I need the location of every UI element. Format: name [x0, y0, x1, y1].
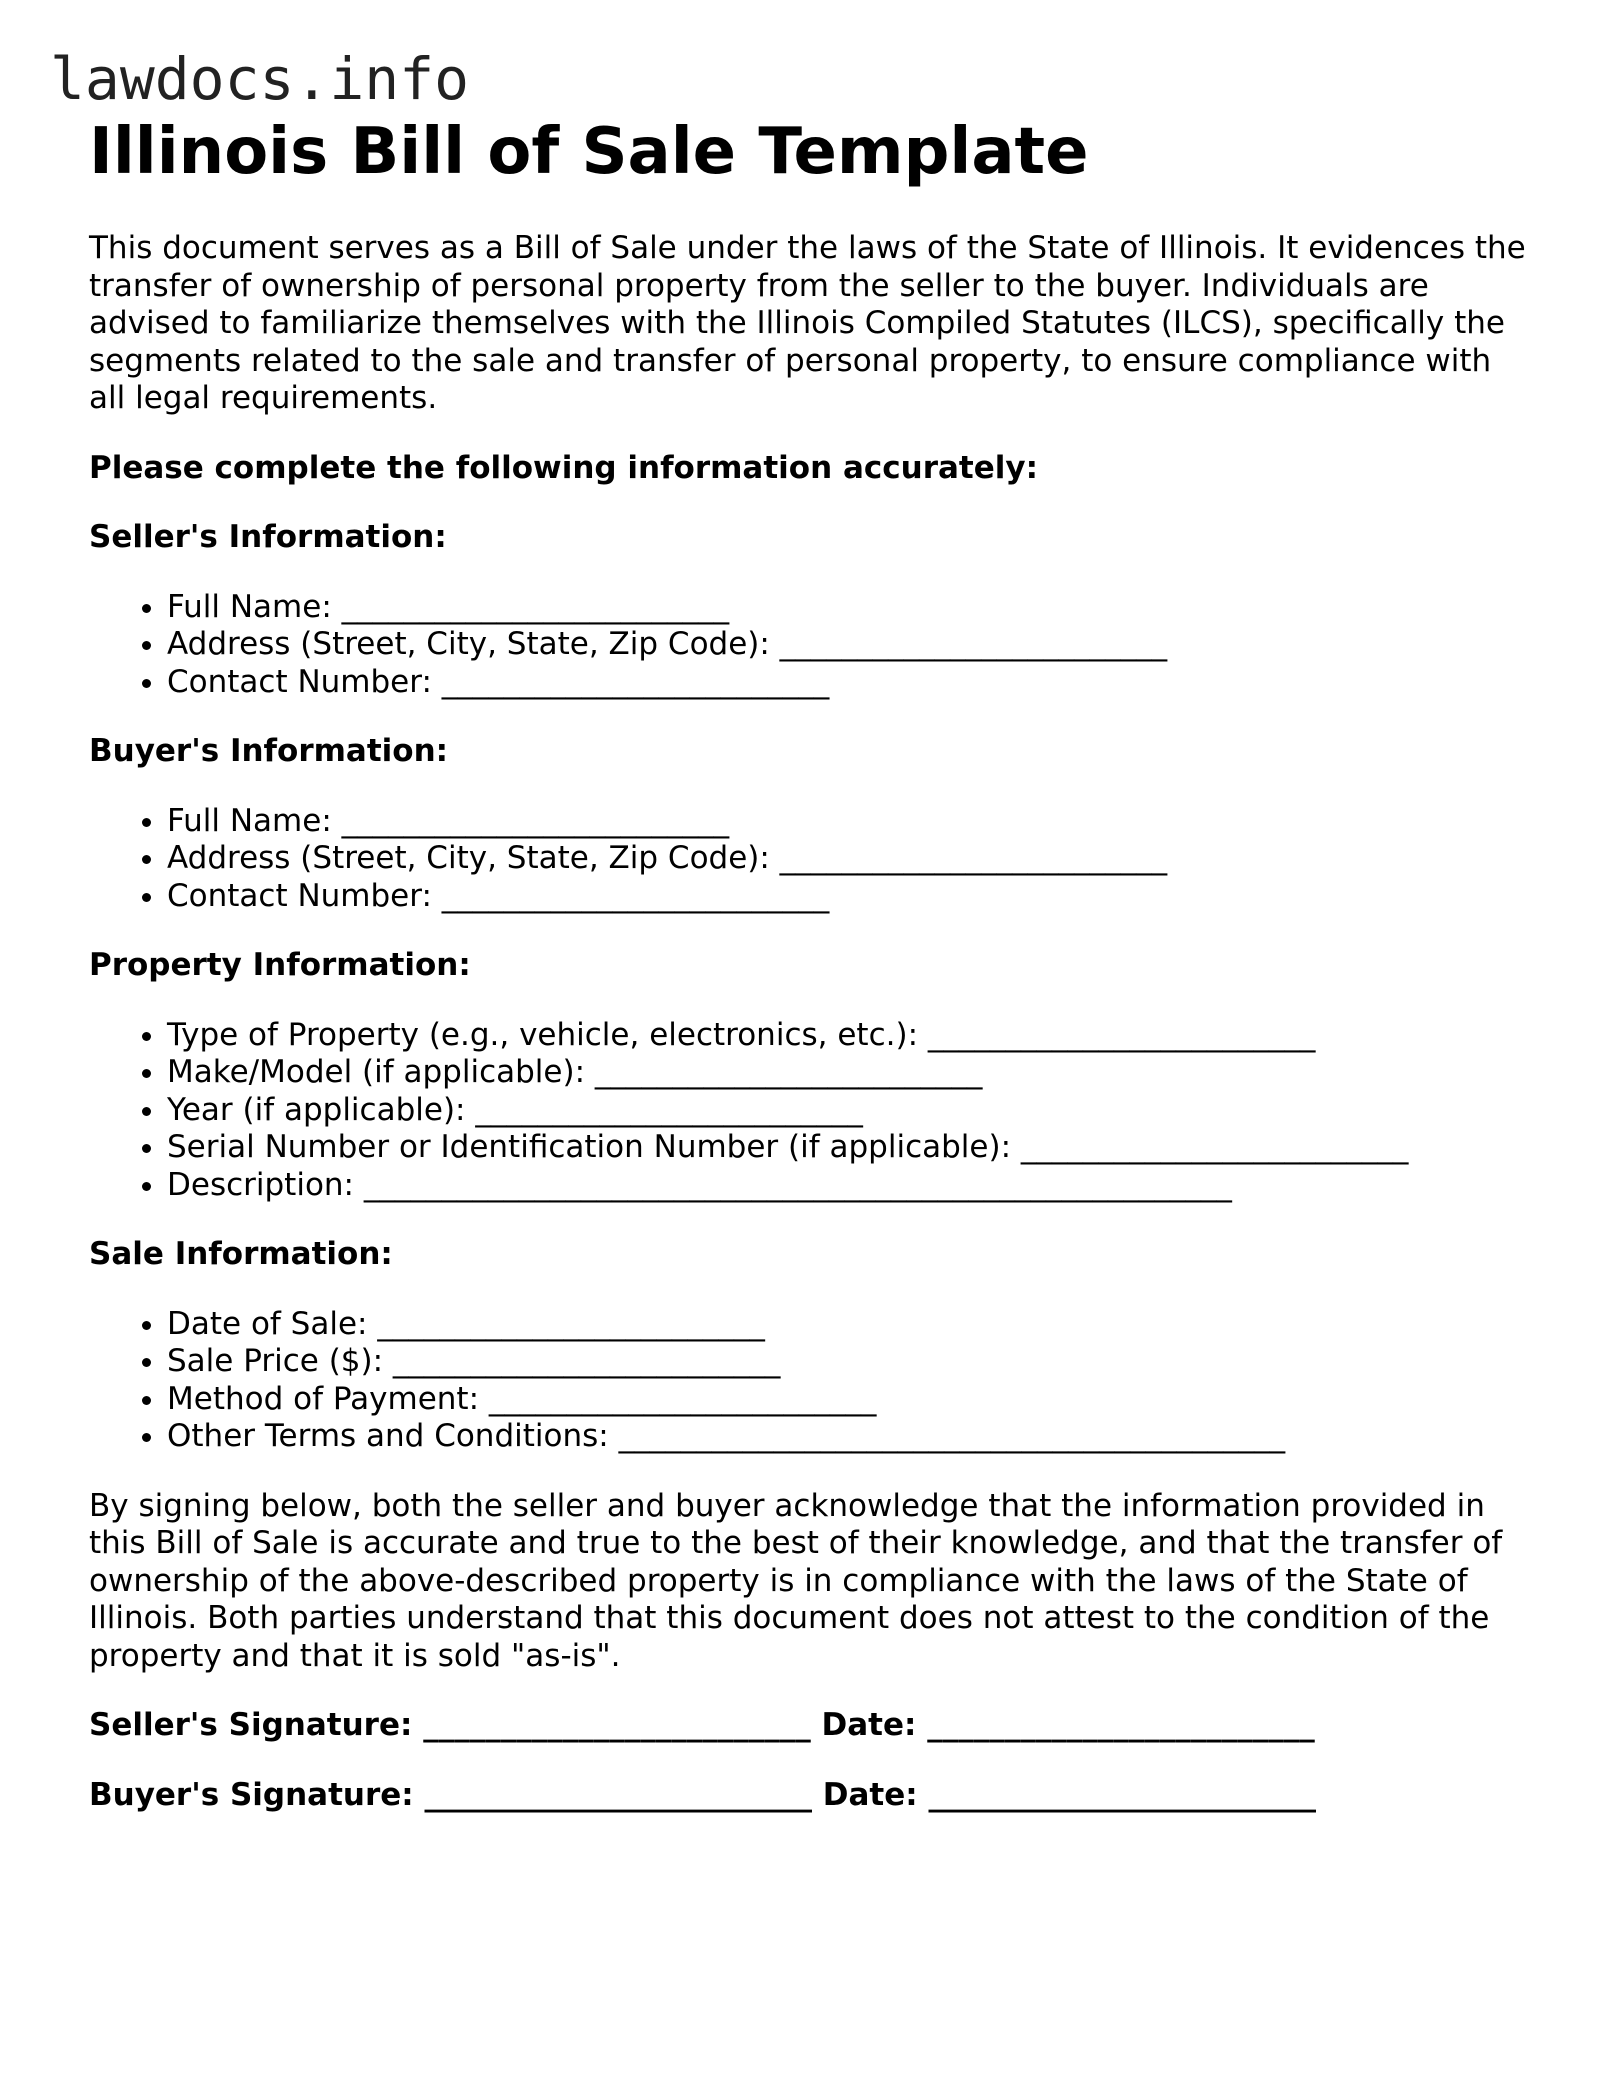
buyer-signature-label: Buyer's Signature:	[89, 1776, 414, 1813]
intro-paragraph: This document serves as a Bill of Sale under the laws of the State of Illinois. It evidences the transfer of ownership of personal property from the seller to the buyer. Individuals are advised to familiarize themselves with the Illinois Compiled Statutes (ILCS), specifically the segments related to the sale and transfer of personal property, to ensure compliance with all legal requirements.	[89, 230, 1526, 416]
other-terms-field: • Other Terms and Conditions: ___________________________________________	[167, 1418, 1529, 1456]
buyer-signature-line	[89, 1777, 1529, 1815]
property-make-model-field: • Make/Model (if applicable): _________________________	[167, 1054, 1529, 1092]
seller-signature-blank: _________________________	[423, 1707, 811, 1743]
sale-date-field: • Date of Sale: _________________________	[167, 1306, 1529, 1344]
buyer-contact-field: • Contact Number: _________________________	[167, 878, 1529, 916]
property-section-heading: Property Information:	[89, 947, 471, 983]
property-description-field: • Description: ________________________________________________________	[167, 1167, 1529, 1205]
buyer-date-label: Date:	[822, 1776, 918, 1813]
property-serial-field: • Serial Number or Identification Number (if applicable): _________________________	[167, 1129, 1529, 1167]
document-body	[89, 114, 1529, 1846]
acknowledgment-paragraph: By signing below, both the seller and buyer acknowledge that the information provided in this Bill of Sale is accurate and true to the best of their knowledge, and that the transfer of ownership of the above-described property is in compliance with the laws of the State of Illinois. Both parties understand that this document does not attest to the condition of the property and that it is sold "as-is".	[89, 1487, 1503, 1674]
seller-fields-list	[89, 589, 1529, 702]
buyer-full-name-field: • Full Name: _________________________	[167, 803, 1529, 841]
buyer-address-field: • Address (Street, City, State, Zip Code): _________________________	[167, 840, 1529, 878]
buyer-section-heading: Buyer's Information:	[89, 733, 449, 769]
seller-full-name-field: • Full Name: _________________________	[167, 589, 1529, 627]
seller-date-label: Date:	[821, 1707, 917, 1743]
property-year-field: • Year (if applicable): _________________________	[167, 1092, 1529, 1130]
sale-price-field: • Sale Price ($): _________________________	[167, 1343, 1529, 1381]
sale-fields-list	[89, 1306, 1529, 1456]
property-fields-list	[89, 1017, 1529, 1205]
property-type-field: • Type of Property (e.g., vehicle, electronics, etc.): _________________________	[167, 1017, 1529, 1055]
seller-date-blank: _________________________	[927, 1707, 1315, 1743]
watermark-logo: lawdocs.info	[50, 45, 470, 113]
instruction-heading: Please complete the following information accurately:	[89, 449, 1038, 486]
buyer-date-blank: _________________________	[928, 1776, 1316, 1813]
buyer-signature-blank: _________________________	[424, 1776, 812, 1813]
buyer-fields-list	[89, 803, 1529, 916]
page-title: Illinois Bill of Sale Template	[89, 115, 1089, 189]
seller-signature-line	[89, 1707, 1529, 1745]
payment-method-field: • Method of Payment: _________________________	[167, 1381, 1529, 1419]
seller-contact-field: • Contact Number: _________________________	[167, 664, 1529, 702]
seller-signature-label: Seller's Signature:	[89, 1707, 413, 1743]
sale-section-heading: Sale Information:	[89, 1236, 393, 1272]
seller-address-field: • Address (Street, City, State, Zip Code): _________________________	[167, 626, 1529, 664]
seller-section-heading: Seller's Information:	[89, 519, 447, 555]
